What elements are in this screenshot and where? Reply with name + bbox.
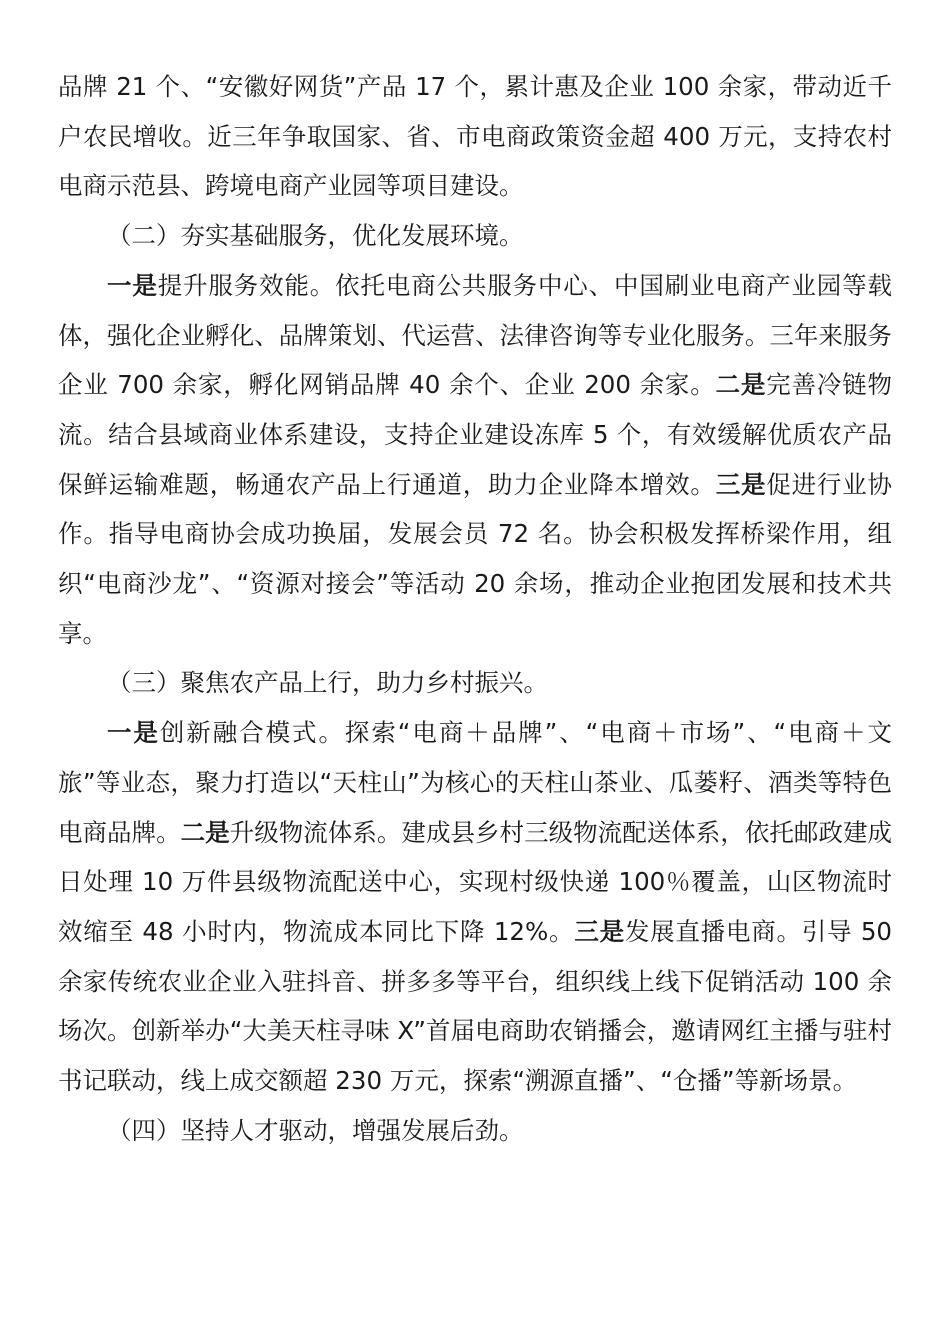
paragraph-text: 发展直播电商。引导 50 余家传统农业企业入驻抖音、拼多多等平台，组织线上线下促销活动 100 余场次。创新举办“大美天柱寻味 X”首届电商助农销播会，邀请网红主播与驻村书记联动，线上成交额超 230 万元，探索“溯源直播”、“仓播”等新场景。: [58, 916, 893, 1096]
paragraph-continued: 品牌 21 个、“安徽好网货”产品 17 个，累计惠及企业 100 余家，带动近千户农民增收。近三年争取国家、省、市电商政策资金超 400 万元，支持农村电商示范县、跨境电商产业园等项目建设。: [58, 72, 892, 201]
section-heading-4: （四）坚持人才驱动，增强发展后劲。: [107, 1115, 524, 1145]
paragraph-text: 升级物流体系。建成县乡村三级物流配送体系，依托邮政建成日处理 10 万件县级物流配送中心，实现村级快递 100％覆盖，山区物流时效缩至 48 小时内，物流成本同比下降 12%。: [58, 817, 893, 946]
keyword-first: 一是: [107, 270, 158, 300]
keyword-second: 二是: [715, 370, 767, 400]
keyword-third: 三是: [574, 916, 625, 946]
section-heading-3: （三）聚焦农产品上行，助力乡村振兴。: [107, 668, 548, 698]
keyword-third: 三是: [715, 469, 767, 499]
section-heading-2: （二）夯实基础服务，优化发展环境。: [107, 221, 524, 251]
paragraph-text: 促进行业协作。指导电商协会成功换届，发展会员 72 名。协会积极发挥桥梁作用，组织“电商沙龙”、“资源对接会”等活动 20 余场，推动企业抱团发展和技术共享。: [58, 469, 892, 648]
paragraph-text: 创新融合模式。探索“电商＋品牌”、“电商＋市场”、“电商＋文旅”等业态，聚力打造以“天柱山”为核心的天柱山茶业、瓜蒌籽、酒类等特色电商品牌。: [58, 718, 892, 847]
paragraph-section-3: [58, 708, 892, 1106]
paragraph-section-2: [58, 261, 892, 659]
paragraph-text: 提升服务效能。依托电商公共服务中心、中国刷业电商产业园等载体，强化企业孵化、品牌策划、代运营、法律咨询等专业化服务。三年来服务企业 700 余家，孵化网销品牌 40 余个、企业 200 余家。: [58, 270, 893, 400]
keyword-second: 二是: [180, 817, 230, 847]
paragraph-text: 完善冷链物流。结合县域商业体系建设，支持企业建设冻库 5 个，有效缓解优质农产品保鲜运输难题，畅通农产品上行通道，助力企业降本增效。: [58, 370, 893, 499]
keyword-first: 一是: [107, 718, 160, 748]
document-page: [58, 62, 892, 1155]
